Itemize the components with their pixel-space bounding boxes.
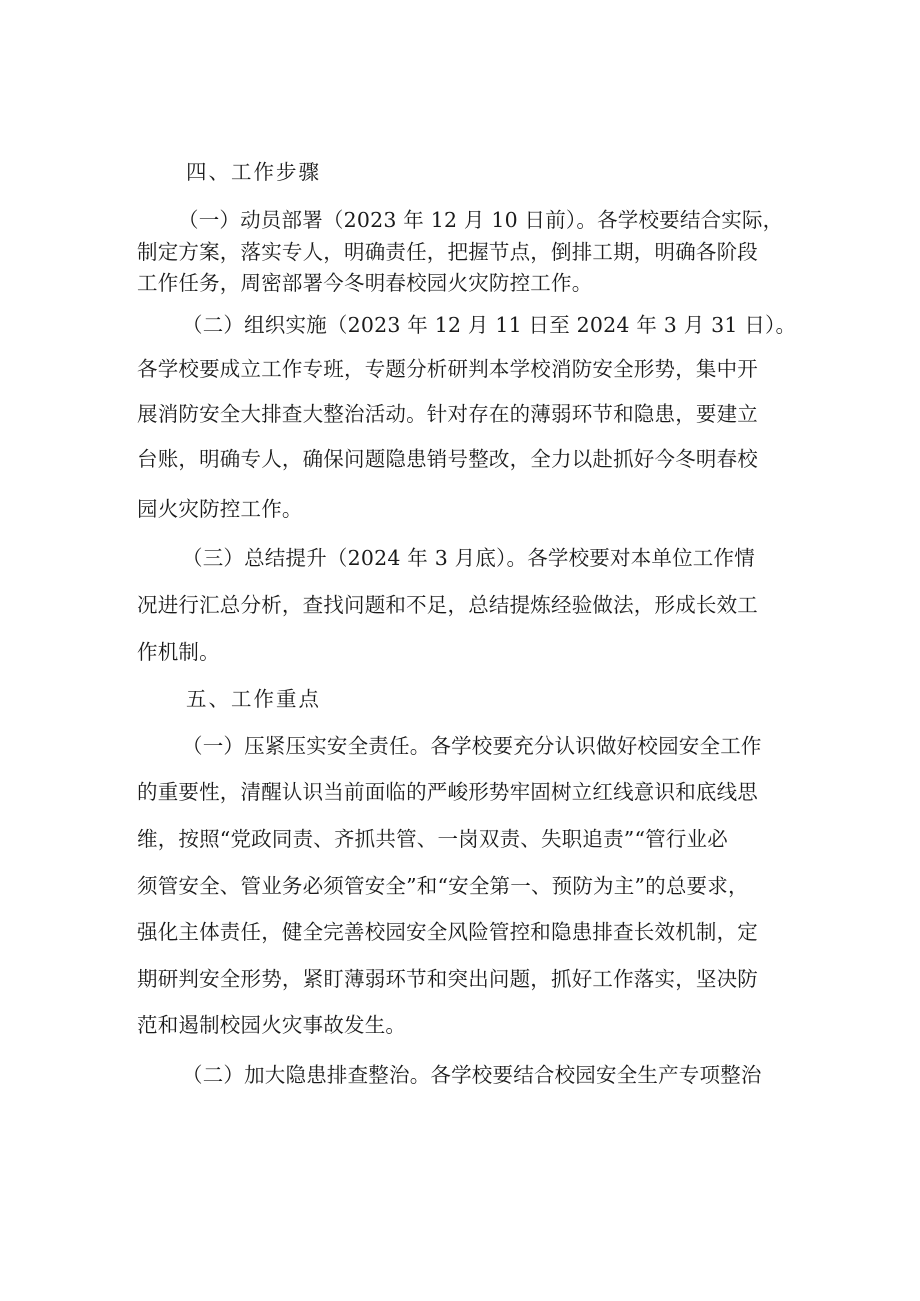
paragraph-line: 强化主体责任，健全完善校园安全风险管控和隐患排查长效机制，定 (137, 920, 758, 944)
section-heading-work-steps: 四、工作步骤 (186, 160, 321, 184)
paragraph-line: 园火灾防控工作。 (137, 497, 303, 521)
paragraph-line: （一）动员部署（2023 年 12 月 10 日前）。各学校要结合实际， (178, 208, 784, 232)
paragraph-line: 台账，明确专人，确保问题隐患销号整改，全力以赴抓好今冬明春校 (137, 447, 758, 471)
paragraph-line: 况进行汇总分析，查找问题和不足，总结提炼经验做法，形成长效工 (137, 593, 758, 617)
paragraph-line: 展消防安全大排查大整治活动。针对存在的薄弱环节和隐患，要建立 (137, 402, 758, 426)
paragraph-line: 范和遏制校园火灾事故发生。 (137, 1013, 407, 1037)
paragraph-line: 制定方案，落实专人，明确责任，把握节点，倒排工期，明确各阶段 (137, 240, 758, 264)
paragraph-line: （二）加大隐患排查整治。各学校要结合校园安全生产专项整治 (182, 1063, 762, 1087)
paragraph-line: （三）总结提升（2024 年 3 月底）。各学校要对本单位工作情 (182, 546, 755, 570)
paragraph-line: 工作任务，周密部署今冬明春校园火灾防控工作。 (137, 271, 593, 295)
paragraph-line: 的重要性，清醒认识当前面临的严峻形势牢固树立红线意识和底线思 (137, 780, 758, 804)
paragraph-line: 作机制。 (137, 640, 220, 664)
section-heading-work-focus: 五、工作重点 (186, 687, 321, 711)
paragraph-line: 各学校要成立工作专班，专题分析研判本学校消防安全形势，集中开 (137, 357, 758, 381)
paragraph-line: （一）压紧压实安全责任。各学校要充分认识做好校园安全工作 (182, 734, 762, 758)
paragraph-line: 维，按照“党政同责、齐抓共管、一岗双责、失职追责”“管行业必 (137, 827, 728, 851)
paragraph-line: （二）组织实施（2023 年 12 月 11 日至 2024 年 3 月 31 日）。 (182, 313, 797, 337)
paragraph-line: 期研判安全形势，紧盯薄弱环节和突出问题，抓好工作落实，坚决防 (137, 967, 758, 991)
paragraph-line: 须管安全、管业务必须管安全”和“安全第一、预防为主”的总要求， (137, 874, 749, 898)
